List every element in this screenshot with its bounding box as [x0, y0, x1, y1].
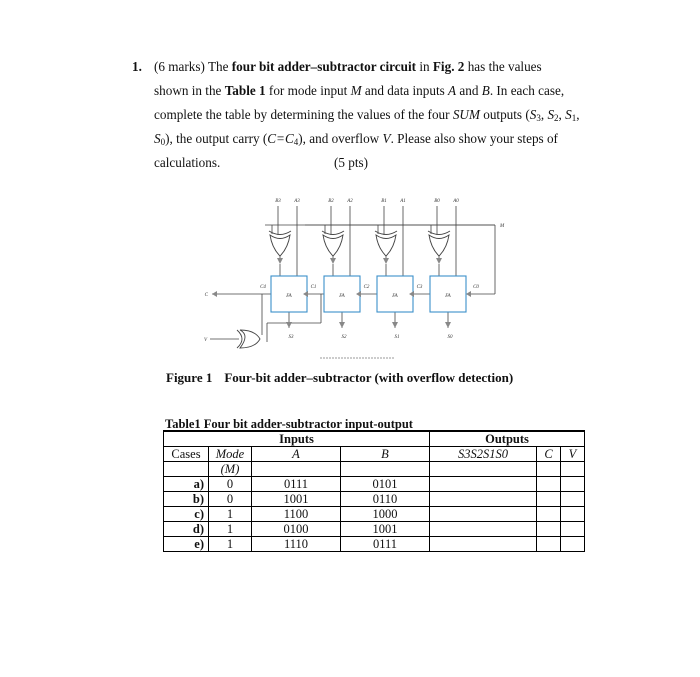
- sum-answer-cell[interactable]: [430, 507, 537, 522]
- v-answer-cell[interactable]: [561, 537, 585, 552]
- arrow-marker: [286, 322, 292, 328]
- col-a: A: [252, 447, 341, 462]
- sub: 1: [571, 113, 577, 123]
- a-input-label: A0: [453, 199, 459, 204]
- question-line-1: [154, 59, 542, 75]
- text: for mode input: [265, 83, 351, 98]
- a-input-label: A2: [347, 199, 353, 204]
- var-c: C=C: [267, 131, 294, 146]
- c-answer-cell[interactable]: [537, 492, 561, 507]
- col-mode: Mode: [209, 447, 252, 462]
- question-marks: (6 marks): [154, 59, 205, 74]
- text: in: [416, 59, 433, 74]
- mode-cell: 1: [209, 522, 252, 537]
- xor-gate: [429, 235, 449, 256]
- circuit-wires: [210, 206, 495, 342]
- col-b: B: [341, 447, 430, 462]
- v-answer-cell[interactable]: [561, 507, 585, 522]
- table-row: [164, 507, 585, 522]
- figure-label: Figure 1: [166, 370, 213, 385]
- sum-answer-cell[interactable]: [430, 537, 537, 552]
- b-cell: 1001: [341, 522, 430, 537]
- case-cell: a): [164, 477, 209, 492]
- v-answer-cell[interactable]: [561, 522, 585, 537]
- carry-out-label: C: [204, 293, 208, 298]
- c-answer-cell[interactable]: [537, 537, 561, 552]
- col-cases: Cases: [164, 447, 209, 462]
- mode-cell: 0: [209, 492, 252, 507]
- empty-cell: [561, 462, 585, 477]
- case-cell: e): [164, 537, 209, 552]
- sum-answer-cell[interactable]: [430, 477, 537, 492]
- sub: 2: [554, 113, 559, 123]
- xor-gate: [376, 235, 396, 256]
- empty-cell: [430, 462, 537, 477]
- var-s2: S: [547, 107, 555, 122]
- text: . In each case,: [489, 83, 565, 98]
- var-v: V: [382, 131, 391, 146]
- empty-cell: [537, 462, 561, 477]
- empty-cell: [341, 462, 430, 477]
- arrow-marker: [466, 291, 471, 297]
- mode-cell: 1: [209, 507, 252, 522]
- mode-label: M: [500, 224, 505, 229]
- text: calculations.: [154, 155, 221, 170]
- table-group-header: [164, 431, 585, 447]
- arrow-marker: [445, 322, 451, 328]
- empty-cell: [252, 462, 341, 477]
- var-b: B: [481, 83, 490, 98]
- table-row: [164, 492, 585, 507]
- arrow-marker: [277, 258, 283, 264]
- b-input-label: B0: [434, 199, 440, 204]
- v-answer-cell[interactable]: [561, 477, 585, 492]
- sub: 0: [160, 137, 166, 147]
- table-caption: Table1 Four bit adder-subtractor input-output: [165, 417, 413, 431]
- text: outputs (: [479, 107, 530, 122]
- outputs-header: Outputs: [430, 431, 585, 447]
- empty-cell: [164, 462, 209, 477]
- b-input-label: B3: [275, 199, 281, 204]
- arrow-marker: [212, 291, 217, 297]
- arrow-marker: [339, 322, 345, 328]
- sum-label: S2: [341, 335, 347, 340]
- var-a: A: [448, 83, 457, 98]
- table-body: [164, 477, 585, 552]
- var-sum: SUM: [452, 107, 480, 122]
- fa-label: FA: [339, 294, 345, 299]
- carry-label: C4: [260, 285, 266, 290]
- a-input-label: A3: [294, 199, 300, 204]
- points: (5 pts): [334, 155, 369, 170]
- b-cell: 1000: [341, 507, 430, 522]
- text: ), and overflow: [298, 131, 383, 146]
- c-answer-cell[interactable]: [537, 477, 561, 492]
- overflow-xor-gate: [240, 330, 260, 348]
- table-row: [164, 522, 585, 537]
- var-m: M: [350, 83, 362, 98]
- table-col-header: [164, 447, 585, 462]
- question-line-4: [154, 131, 558, 147]
- carry-label: C1: [310, 285, 317, 290]
- xor-gate: [270, 235, 290, 256]
- col-sum: S3S2S1S0: [430, 447, 537, 462]
- text: shown in the: [154, 83, 225, 98]
- sub: 4: [293, 137, 299, 147]
- fa-label: FA: [445, 294, 451, 299]
- sub: 3: [536, 113, 541, 123]
- sum-label: S3: [288, 335, 294, 340]
- xor-gate: [323, 235, 343, 256]
- figure-caption: [166, 370, 513, 386]
- table-row: [164, 537, 585, 552]
- sum-answer-cell[interactable]: [430, 492, 537, 507]
- inputs-header: Inputs: [164, 431, 430, 447]
- a-cell: 1100: [252, 507, 341, 522]
- col-c: C: [537, 447, 561, 462]
- var-s1: S: [565, 107, 572, 122]
- table-wrapper: [163, 430, 585, 552]
- overflow-label: V: [203, 338, 207, 343]
- figure-title: Four-bit adder–subtractor (with overflow detection): [224, 370, 514, 385]
- question-line-2: [154, 83, 564, 99]
- a-input-label: A1: [400, 199, 406, 204]
- text: and: [456, 83, 482, 98]
- var-s3: S: [529, 107, 537, 122]
- text: has the values: [464, 59, 542, 74]
- case-cell: b): [164, 492, 209, 507]
- a-cell: 1001: [252, 492, 341, 507]
- col-v: V: [561, 447, 585, 462]
- b-input-label: B1: [381, 199, 387, 204]
- arrow-marker: [383, 258, 389, 264]
- c-answer-cell[interactable]: [537, 522, 561, 537]
- sum-answer-cell[interactable]: [430, 522, 537, 537]
- col-mode-sub: (M): [209, 462, 252, 477]
- b-cell: 0101: [341, 477, 430, 492]
- case-cell: d): [164, 522, 209, 537]
- arrow-marker: [330, 258, 336, 264]
- b-cell: 0110: [341, 492, 430, 507]
- text: complete the table by determining the values of the four: [154, 107, 453, 122]
- text: and data inputs: [361, 83, 449, 98]
- carry-label: C3: [416, 285, 423, 290]
- question-number: 1.: [132, 59, 142, 74]
- sum-label: S1: [394, 335, 400, 340]
- b-cell: 0111: [341, 537, 430, 552]
- a-cell: 1110: [252, 537, 341, 552]
- question-line-5: [154, 155, 369, 171]
- adder-subtractor-circuit: [195, 190, 525, 365]
- bold-circuit-name: four bit adder–subtractor circuit: [231, 59, 417, 74]
- b-input-label: B2: [328, 199, 334, 204]
- io-table: [163, 430, 585, 552]
- v-answer-cell[interactable]: [561, 492, 585, 507]
- text: The: [204, 59, 232, 74]
- table-row: [164, 477, 585, 492]
- text: ), the output carry (: [165, 131, 268, 146]
- carry-label: C2: [363, 285, 370, 290]
- table-col-header-2: [164, 462, 585, 477]
- c-answer-cell[interactable]: [537, 507, 561, 522]
- mode-cell: 1: [209, 537, 252, 552]
- bold-fig-ref: Fig. 2: [432, 59, 465, 74]
- carry-label: C0: [473, 285, 479, 290]
- fa-label: FA: [286, 294, 292, 299]
- arrow-marker: [436, 258, 442, 264]
- circuit-labels: [204, 199, 505, 343]
- a-cell: 0111: [252, 477, 341, 492]
- a-cell: 0100: [252, 522, 341, 537]
- fa-label: FA: [392, 294, 398, 299]
- bold-table-ref: Table 1: [224, 83, 266, 98]
- question-line-3: complete the table by determining the values of the four SUM outputs ($S_3$, $S_2$, $S_1$,: [154, 107, 580, 123]
- mode-cell: 0: [209, 477, 252, 492]
- case-cell: c): [164, 507, 209, 522]
- arrow-marker: [392, 322, 398, 328]
- sum-label: S0: [447, 335, 453, 340]
- var-s0: S: [154, 131, 161, 146]
- text: . Please also show your steps of: [390, 131, 558, 146]
